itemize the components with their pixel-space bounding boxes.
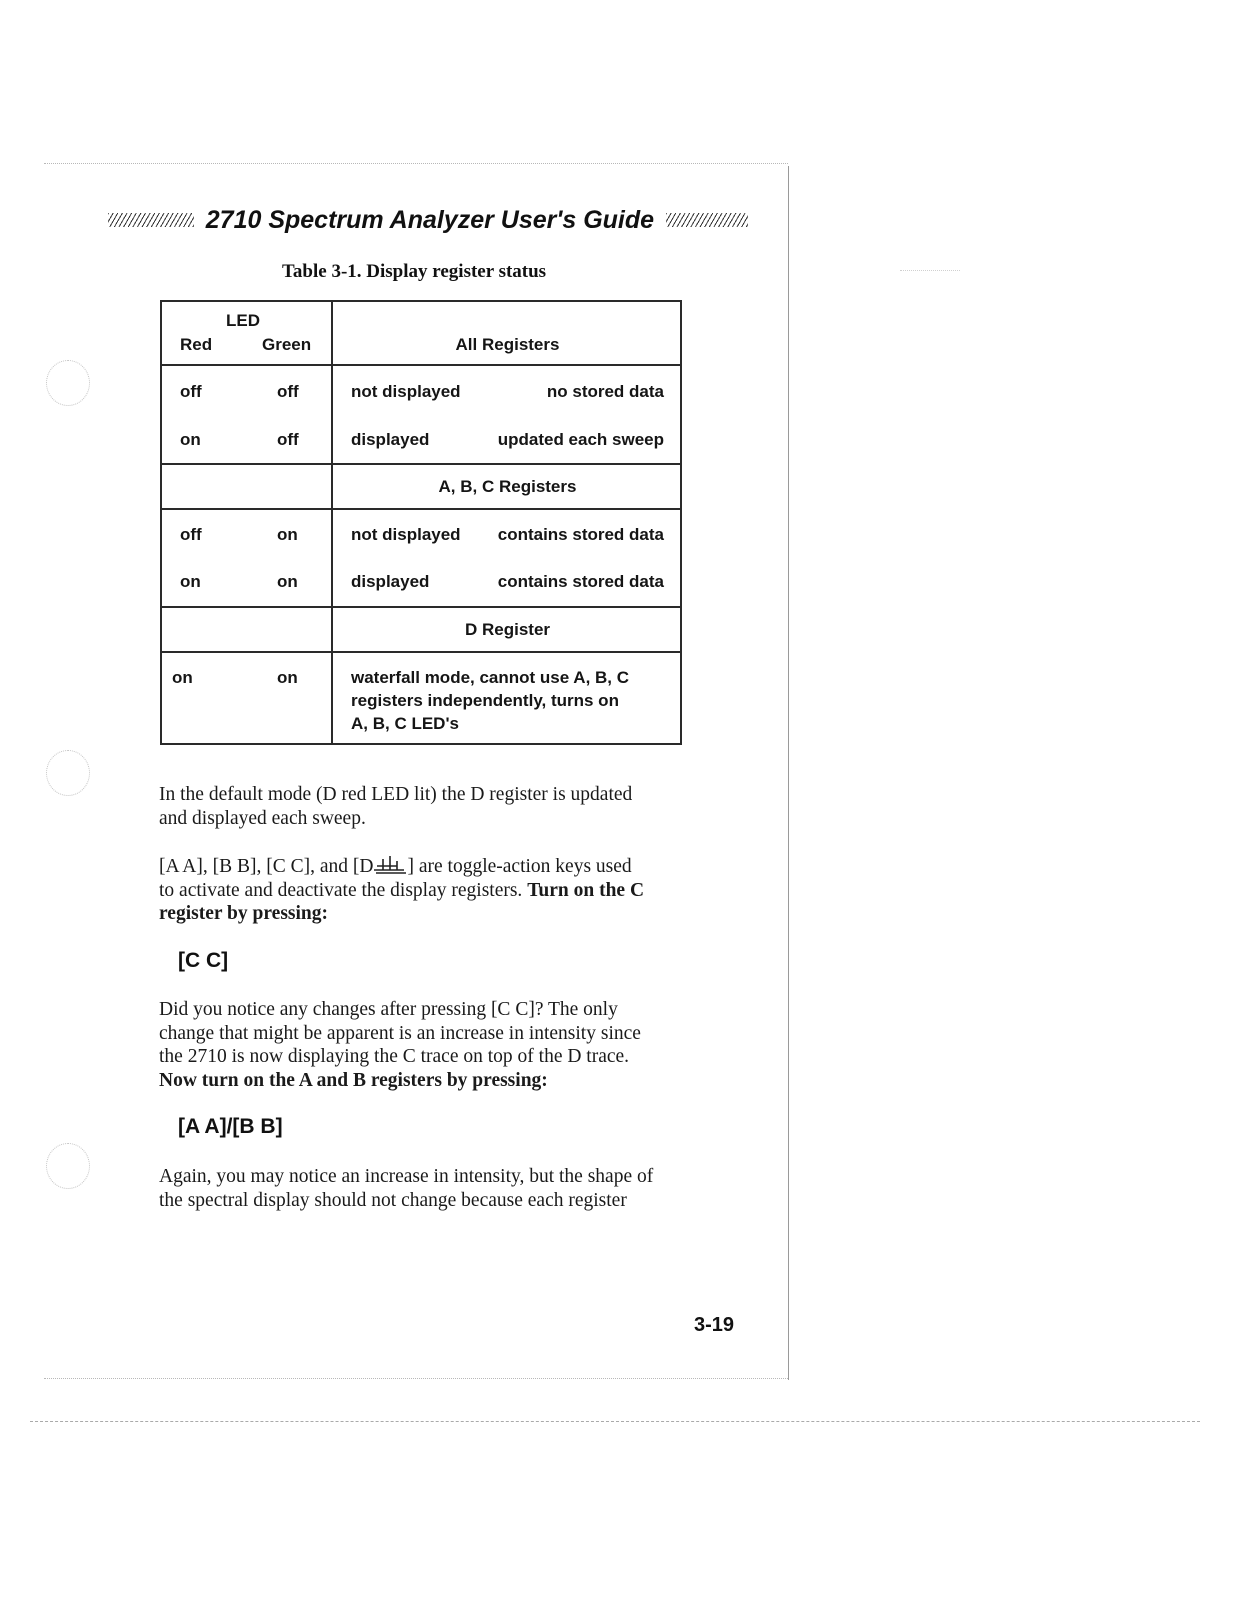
text-line: the spectral display should not change because each register xyxy=(159,1189,627,1211)
top-border xyxy=(44,163,788,164)
row-display-state: displayed xyxy=(351,430,430,449)
row-red-value: on xyxy=(180,430,201,449)
bold-instruction: Turn on the C xyxy=(527,879,645,901)
text-line: and displayed each sweep. xyxy=(159,807,366,829)
table-divider xyxy=(162,364,680,366)
text-segment: [A A], [B B], [C C], and [D xyxy=(159,856,374,877)
bold-instruction: Now turn on the A and B registers by pressing: xyxy=(159,1069,548,1091)
row-red-value: off xyxy=(180,382,202,401)
text-line xyxy=(159,879,689,903)
paragraph-intensity xyxy=(159,1165,689,1212)
row-data-state: no stored data xyxy=(546,382,664,401)
section-title-all-registers: All Registers xyxy=(455,335,560,354)
green-column-header: Green xyxy=(262,335,312,354)
key-command-c: [C C] xyxy=(178,949,229,972)
row-green-value: on xyxy=(277,668,298,687)
paragraph-changes xyxy=(159,998,689,1092)
row-description-line: A, B, C LED's xyxy=(351,714,459,733)
row-data-state: contains stored data xyxy=(497,572,664,591)
row-data-state: updated each sweep xyxy=(497,430,664,449)
table-divider xyxy=(162,651,680,653)
row-description-line: registers independently, turns on xyxy=(351,691,619,710)
table-column-divider xyxy=(331,302,333,743)
text-line: In the default mode (D red LED lit) the D register is updated xyxy=(159,784,633,805)
text-line xyxy=(159,855,689,879)
text-line xyxy=(159,902,689,926)
row-green-value: off xyxy=(277,382,299,401)
row-green-value: off xyxy=(277,430,299,449)
row-red-value: off xyxy=(180,525,202,544)
binder-hole-bottom xyxy=(46,1143,90,1189)
section-title-d-register: D Register xyxy=(464,620,551,639)
header-title: 2710 Spectrum Analyzer User's Guide xyxy=(205,205,655,234)
row-description-line: waterfall mode, cannot use A, B, C xyxy=(351,668,630,687)
bold-instruction: register by pressing: xyxy=(159,903,328,924)
section-title-abc-registers: A, B, C Registers xyxy=(438,477,577,496)
waterfall-icon xyxy=(373,855,407,875)
text-line: Did you notice any changes after pressing [C C]? The only xyxy=(159,999,618,1020)
lower-edge xyxy=(30,1421,1200,1422)
text-line: Again, you may notice an increase in intensity, but the shape of xyxy=(159,1166,654,1187)
header-hatch-right xyxy=(666,213,748,227)
text-line xyxy=(159,1069,689,1093)
row-green-value: on xyxy=(277,572,298,591)
table-caption: Table 3-1. Display register status xyxy=(282,261,547,282)
header-hatch-left xyxy=(108,213,194,227)
table-divider xyxy=(162,463,680,465)
binder-hole-top xyxy=(46,360,90,406)
right-border xyxy=(788,166,789,1380)
text-line: the 2710 is now displaying the C trace on top of the D trace. xyxy=(159,1046,630,1067)
text-segment: to activate and deactivate the display registers. xyxy=(159,879,528,901)
row-red-value: on xyxy=(180,572,201,591)
text-segment: ] are toggle-action keys used xyxy=(407,856,632,877)
row-red-value: on xyxy=(172,668,193,687)
key-command-ab: [A A]/[B B] xyxy=(178,1115,283,1138)
red-column-header: Red xyxy=(180,335,213,354)
stray-mark xyxy=(900,270,960,271)
row-display-state: displayed xyxy=(351,572,430,591)
table-divider xyxy=(162,508,680,510)
row-display-state: not displayed xyxy=(351,525,461,544)
row-green-value: on xyxy=(277,525,298,544)
binder-hole-middle xyxy=(46,750,90,796)
row-data-state: contains stored data xyxy=(497,525,664,544)
table-divider xyxy=(162,606,680,608)
page-number: 3-19 xyxy=(694,1314,735,1336)
text-line: change that might be apparent is an increase in intensity since xyxy=(159,1022,641,1044)
paragraph-toggle-keys xyxy=(159,855,689,926)
row-display-state: not displayed xyxy=(351,382,461,401)
display-register-table xyxy=(160,300,682,745)
bottom-border xyxy=(44,1378,788,1379)
paragraph-default-mode xyxy=(159,783,689,830)
led-header: LED xyxy=(226,311,260,330)
running-header xyxy=(108,203,748,237)
